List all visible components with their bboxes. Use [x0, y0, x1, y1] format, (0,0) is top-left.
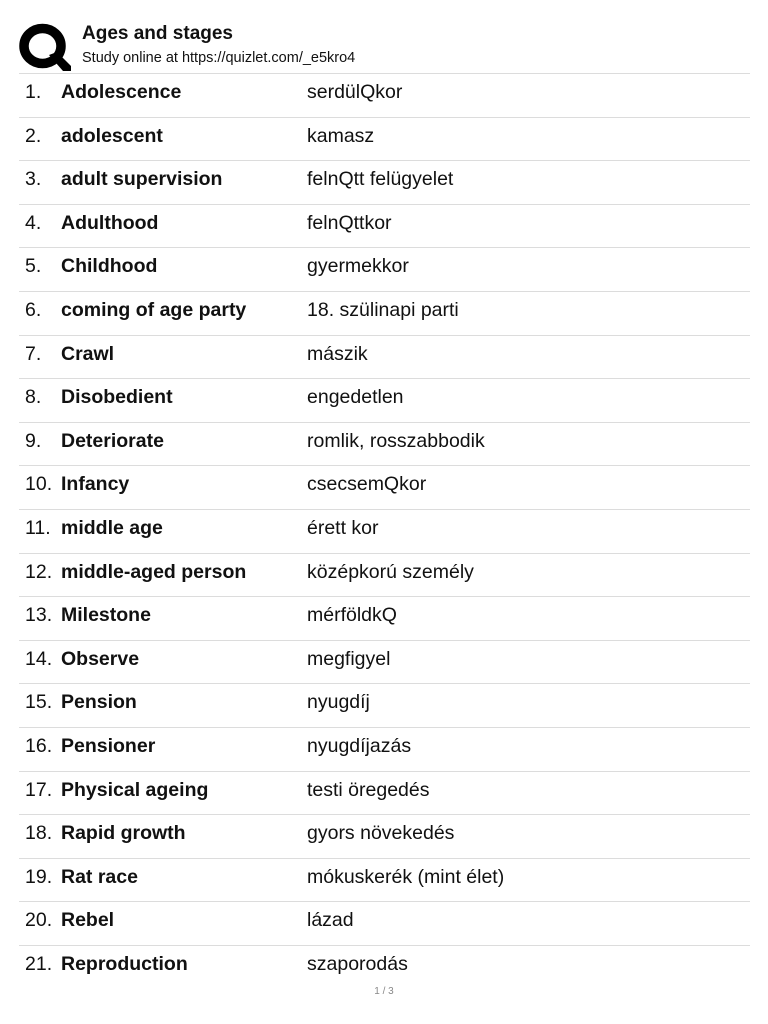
term-definition: gyermekkor: [307, 255, 409, 278]
term-word: Pension: [61, 691, 137, 714]
term-number: 11.: [25, 516, 51, 539]
term-word: Adulthood: [61, 211, 159, 234]
term-number: 17.: [25, 778, 53, 801]
term-definition: kamasz: [307, 124, 375, 147]
term-number: 5.: [25, 255, 42, 278]
term-row: [19, 379, 750, 423]
terms-list: [19, 73, 750, 988]
term-row: [19, 161, 750, 205]
term-definition: engedetlen: [307, 386, 404, 409]
term-word: Rebel: [61, 909, 115, 932]
term-row: [19, 641, 750, 685]
term-word: adult supervision: [61, 168, 223, 191]
term-number: 19.: [25, 865, 53, 888]
term-row: [19, 205, 750, 249]
term-definition: 18. szülinapi parti: [307, 298, 459, 321]
term-word: Crawl: [61, 342, 115, 365]
term-word: Infancy: [61, 473, 130, 496]
study-online-link[interactable]: Study online at https://quizlet.com/_e5kro4: [82, 50, 356, 66]
term-row: [19, 728, 750, 772]
term-definition: romlik, rosszabbodik: [307, 429, 485, 452]
term-word: middle-aged person: [61, 560, 247, 583]
term-number: 16.: [25, 734, 53, 757]
term-word: Milestone: [61, 604, 151, 627]
term-number: 13.: [25, 604, 53, 627]
term-row: [19, 859, 750, 903]
term-row: [19, 423, 750, 467]
term-definition: mókuskerék (mint élet): [307, 865, 505, 888]
term-row: [19, 248, 750, 292]
term-definition: lázad: [307, 909, 354, 932]
page-indicator: 1 / 3: [374, 986, 394, 997]
term-word: Adolescence: [61, 81, 182, 103]
term-row: [19, 902, 750, 946]
term-number: 2.: [25, 124, 42, 147]
term-word: adolescent: [61, 124, 163, 147]
term-number: 20.: [25, 909, 53, 932]
term-definition: serdülQkor: [307, 81, 403, 103]
term-row: [19, 118, 750, 162]
term-row: [19, 510, 750, 554]
term-number: 15.: [25, 691, 53, 714]
term-word: Rapid growth: [61, 822, 186, 845]
term-number: 8.: [25, 386, 42, 409]
term-definition: megfigyel: [307, 647, 391, 670]
term-definition: középkorú személy: [307, 560, 474, 583]
page-header: [19, 22, 750, 72]
term-definition: szaporodás: [307, 952, 408, 975]
term-definition: gyors növekedés: [307, 822, 455, 845]
term-word: coming of age party: [61, 298, 247, 321]
term-number: 6.: [25, 298, 42, 321]
term-number: 4.: [25, 211, 42, 234]
term-word: Deteriorate: [61, 429, 164, 452]
term-word: Disobedient: [61, 386, 173, 409]
term-word: middle age: [61, 516, 163, 539]
term-number: 12.: [25, 560, 53, 583]
term-row: [19, 292, 750, 336]
term-row: [19, 554, 750, 598]
term-row: [19, 815, 750, 859]
term-word: Pensioner: [61, 734, 156, 757]
page-title: Ages and stages: [82, 23, 233, 44]
term-definition: mérföldkQ: [307, 604, 397, 627]
term-word: Reproduction: [61, 952, 188, 975]
term-row: [19, 684, 750, 728]
term-number: 3.: [25, 168, 42, 191]
term-number: 7.: [25, 342, 42, 365]
term-word: Rat race: [61, 865, 138, 888]
term-number: 21.: [25, 952, 53, 975]
term-definition: érett kor: [307, 516, 379, 539]
term-row: [19, 336, 750, 380]
term-definition: testi öregedés: [307, 778, 430, 801]
term-definition: mászik: [307, 342, 368, 365]
term-number: 18.: [25, 822, 53, 845]
term-definition: csecsemQkor: [307, 473, 427, 496]
term-number: 1.: [25, 81, 42, 103]
term-row: [19, 466, 750, 510]
term-definition: nyugdíjazás: [307, 734, 412, 757]
quizlet-logo-icon: [19, 22, 71, 72]
term-row: [19, 597, 750, 641]
term-word: Observe: [61, 647, 140, 670]
term-definition: felnQttkor: [307, 211, 392, 234]
term-number: 14.: [25, 647, 53, 670]
term-definition: felnQtt felügyelet: [307, 168, 454, 191]
term-word: Childhood: [61, 255, 158, 278]
term-word: Physical ageing: [61, 778, 209, 801]
term-row: [19, 946, 750, 989]
term-definition: nyugdíj: [307, 691, 370, 714]
term-row: [19, 74, 750, 118]
term-row: [19, 772, 750, 816]
term-number: 10.: [25, 473, 53, 496]
term-number: 9.: [25, 429, 42, 452]
